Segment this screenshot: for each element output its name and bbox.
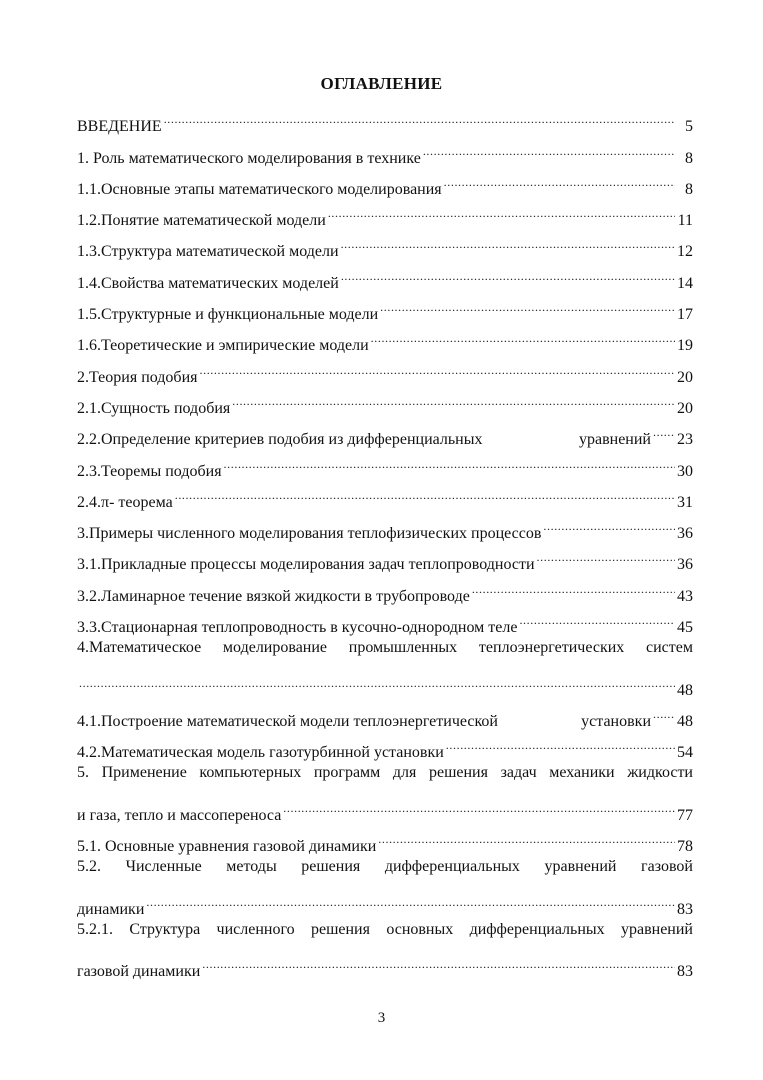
toc-word: решения (301, 858, 361, 876)
toc-page-number: 36 (677, 525, 693, 543)
toc-leader-dots (283, 789, 675, 820)
toc-leader-dots (653, 413, 675, 444)
toc-leader-dots (653, 695, 675, 726)
toc-word: Численные (125, 858, 202, 876)
toc-entry-text: 1. Роль математического моделирования в технике (77, 149, 421, 167)
toc-page-number: 36 (677, 556, 693, 574)
toc-leader-dots (446, 726, 675, 757)
toc-page-number: 20 (677, 399, 693, 417)
toc-entry (77, 789, 693, 824)
toc-page-number: 11 (677, 212, 693, 230)
toc-entry-text: 3.3.Стационарная теплопроводность в кусочно-однородном теле (77, 619, 518, 637)
toc-word: решения (428, 764, 488, 782)
toc-word: моделирование (222, 639, 328, 657)
toc-word: задач (500, 764, 537, 782)
toc-leader-dots (202, 945, 675, 976)
toc-page-number: 45 (677, 619, 693, 637)
toc-entry-text (77, 851, 693, 882)
toc-word: 4.Математическое (77, 639, 202, 657)
toc-entry-text: 2.2.Определение критериев подобия из дифференциальных (77, 431, 483, 449)
toc-word: Применение (101, 764, 187, 782)
toc-page-number: 14 (677, 274, 693, 292)
toc-entry-text: 4.1.Построение математической модели теплоэнергетической (77, 712, 498, 730)
toc-leader-dots (200, 350, 676, 381)
toc-entry-text: 1.2.Понятие математической модели (77, 212, 326, 230)
toc-entry-text: 1.3.Структура математической модели (77, 243, 339, 261)
toc-entry-text: динамики (77, 900, 145, 918)
toc-page-number: 83 (677, 963, 693, 981)
toc-page-number: 20 (677, 368, 693, 386)
toc-entry-line (77, 632, 693, 663)
toc-leader-dots (175, 476, 675, 507)
toc-leader-dots (146, 882, 675, 913)
toc-entry-text: 1.6.Теоретические и эмпирические модели (77, 337, 369, 355)
toc-page-number: 54 (677, 744, 693, 762)
toc-page-number: 48 (677, 712, 693, 730)
toc-word: 5. (77, 764, 89, 782)
toc-entry-text: 1.1.Основные этапы математического моделирования (77, 180, 442, 198)
toc-word: теплоэнергетических (478, 639, 625, 657)
toc-entry-text: 3.2.Ламинарное течение вязкой жидкости в трубопроводе (77, 587, 470, 605)
toc-leader-dots (341, 225, 675, 256)
toc-page-number: 12 (677, 243, 693, 261)
toc-leader-dots (224, 444, 675, 475)
toc-word: механики (549, 764, 615, 782)
toc-entry (77, 882, 693, 918)
page-number: 3 (377, 1010, 386, 1026)
toc-leader-dots (423, 131, 675, 162)
toc-entry-text: 2.4.π- теорема (77, 493, 173, 511)
toc-word: 5.2.1. (77, 920, 113, 938)
toc-word: 5.2. (77, 858, 101, 876)
toc-leader-dots (328, 194, 675, 225)
toc-entry-line (77, 914, 693, 945)
toc-word: программ (313, 764, 381, 782)
toc-leader-dots (472, 569, 675, 600)
toc-page-number: 77 (677, 806, 693, 824)
toc-page-number: 83 (677, 900, 693, 918)
toc-entry-text: 3.1.Прикладные процессы моделирования задач теплопроводности (77, 556, 535, 574)
toc-entry-text: 1.4.Свойства математических моделей (77, 274, 339, 292)
toc-word: уравнений (544, 858, 617, 876)
toc-page-number: 31 (677, 493, 693, 511)
toc-page-number: 8 (685, 149, 693, 167)
toc-word: уравнений (620, 920, 693, 938)
toc-page-number: 8 (685, 180, 693, 198)
toc-word: для (392, 764, 417, 782)
toc-entry-text: 4.2.Математическая модель газотурбинной установки (77, 744, 444, 762)
toc-word: газовой (641, 858, 693, 876)
toc-word: методы (226, 858, 277, 876)
toc-leader-dots (341, 256, 675, 287)
toc-leader-dots (164, 100, 675, 131)
table-of-contents (77, 100, 693, 981)
toc-word: основных (386, 920, 454, 938)
toc-page-number: 30 (677, 462, 693, 480)
toc-entry-text: 5.1. Основные уравнения газовой динамики (77, 838, 377, 856)
toc-page-number: 17 (677, 306, 693, 324)
toc-entry-text-end: уравнений (578, 431, 651, 449)
toc-entry-text (77, 632, 693, 663)
toc-word: Структура (129, 920, 201, 938)
page-title: ОГЛАВЛЕНИЕ (320, 74, 443, 93)
toc-entry (77, 131, 693, 167)
toc-word: систем (646, 639, 693, 657)
toc-page-number: 78 (677, 838, 693, 856)
toc-entry-line (77, 851, 693, 882)
toc-page-number: 23 (677, 431, 693, 449)
toc-leader-dots (232, 382, 675, 413)
toc-entry (77, 100, 693, 136)
toc-leader-dots (380, 288, 675, 319)
toc-word: компьютерных (199, 764, 302, 782)
toc-word: численного (216, 920, 295, 938)
toc-page-number: 5 (685, 118, 693, 136)
toc-page-number: 19 (677, 337, 693, 355)
toc-word: дифференциальных (469, 920, 605, 938)
toc-entry-text-end: установки (581, 712, 651, 730)
toc-entry-text: газовой динамики (77, 963, 201, 981)
toc-entry-text: 2.3.Теоремы подобия (77, 462, 222, 480)
toc-leader-dots (537, 538, 675, 569)
toc-leader-dots (378, 820, 675, 851)
toc-entry-text: и газа, тепло и массопереноса (77, 806, 282, 824)
toc-word: дифференциальных (384, 858, 520, 876)
toc-entry-text: 2.1.Сущность подобия (77, 399, 231, 417)
toc-leader-dots (444, 163, 675, 194)
toc-leader-dots (371, 319, 675, 350)
toc-entry (77, 695, 693, 730)
toc-word: промышленных (348, 639, 458, 657)
toc-entry-text: 1.5.Структурные и функциональные модели (77, 306, 379, 324)
toc-page-number: 48 (677, 681, 693, 699)
toc-entry (77, 663, 693, 699)
toc-entry-text: ВВЕДЕНИЕ (77, 118, 162, 136)
toc-entry-text (77, 914, 693, 945)
toc-word: решения (310, 920, 370, 938)
toc-leader-dots (519, 601, 675, 632)
toc-leader-dots (79, 663, 675, 694)
toc-leader-dots (543, 507, 675, 538)
toc-page-number: 43 (677, 587, 693, 605)
toc-word: жидкости (627, 764, 693, 782)
toc-entry-text: 2.Теория подобия (77, 368, 198, 386)
toc-entry (77, 945, 693, 981)
toc-entry-text: 3.Примеры численного моделирования теплофизических процессов (77, 525, 542, 543)
